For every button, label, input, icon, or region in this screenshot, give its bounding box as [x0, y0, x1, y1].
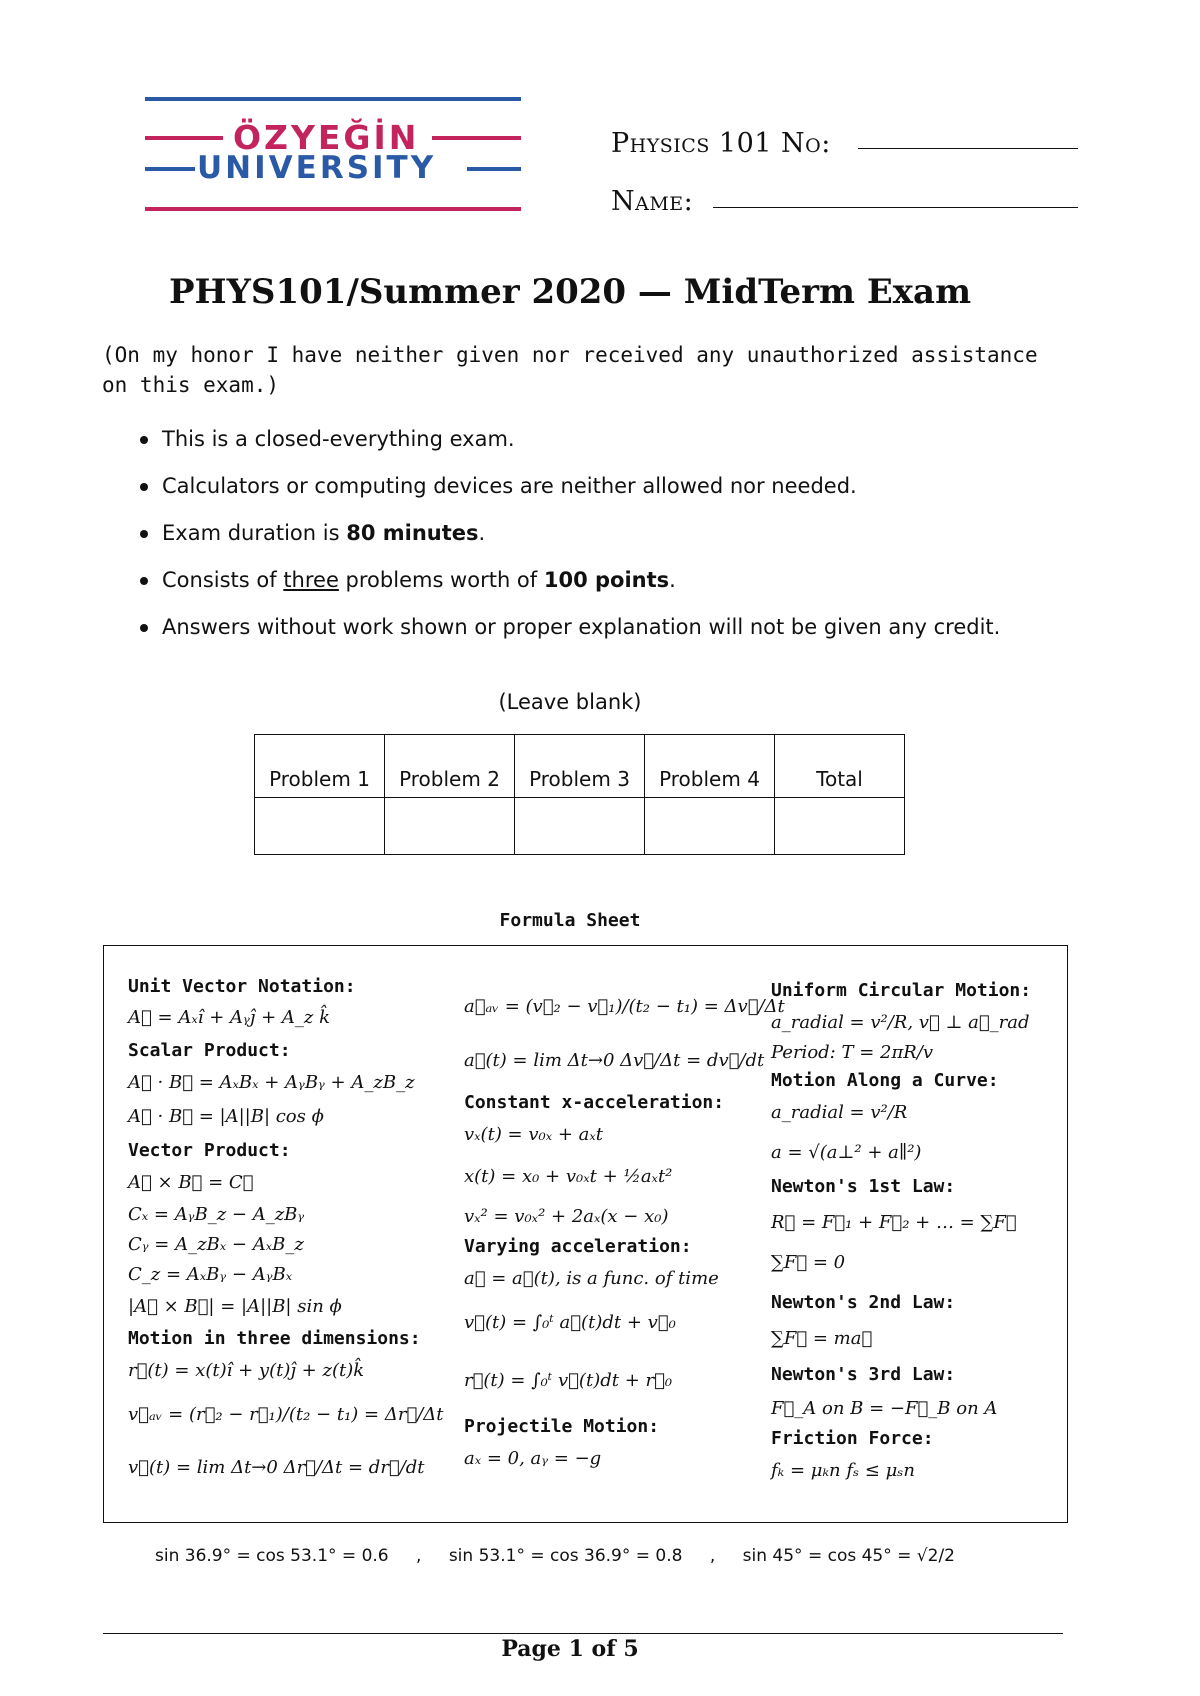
logo-magenta-right: [432, 136, 521, 140]
trig-eq: sin 36.9° = cos 53.1° = 0.6: [155, 1546, 389, 1566]
formula: Cᵧ = A_zBₓ − AₓB_z: [128, 1234, 304, 1255]
formula: v⃗ₐᵥ = (r⃗₂ − r⃗₁)/(t₂ − t₁) = Δr⃗/Δt: [128, 1404, 444, 1425]
score-header: Total: [775, 735, 905, 798]
points-value: 100 points: [543, 568, 670, 592]
rule-text: Answers without work shown or proper explanation will not be given any credit.: [162, 615, 1001, 639]
formula: ∑F⃗ = ma⃗: [771, 1328, 873, 1349]
formula: v⃗(t) = lim Δt→0 Δr⃗/Δt = dr⃗/dt: [128, 1457, 425, 1478]
rule-text: Consists of: [162, 568, 284, 592]
formula: a_radial = v²/R: [771, 1102, 908, 1123]
course-number-label: Physics 101 No:: [611, 128, 831, 159]
name-field: [611, 186, 693, 217]
university-logo: [145, 97, 525, 217]
rule-item: [136, 567, 1086, 614]
exam-rules-list: [136, 426, 1086, 661]
formula: r⃗(t) = x(t)î + y(t)ĵ + z(t)k̂: [128, 1360, 365, 1381]
formula: F⃗_A on B = −F⃗_B on A: [771, 1398, 998, 1419]
separator: ,: [709, 1546, 716, 1566]
rule-text: problems worth of: [338, 568, 544, 592]
rule-item: [136, 473, 1086, 520]
rule-item: [136, 426, 1086, 473]
formula-heading: Newton's 2nd Law:: [771, 1292, 956, 1313]
formula: R⃗ = F⃗₁ + F⃗₂ + … = ∑F⃗: [771, 1212, 1017, 1233]
formula: A⃗ × B⃗ = C⃗: [128, 1172, 254, 1193]
score-header: Problem 1: [255, 735, 385, 798]
rule-text: .: [669, 568, 676, 592]
formula: vₓ² = v₀ₓ² + 2aₓ(x − x₀): [464, 1206, 669, 1227]
exam-title: PHYS101/Summer 2020 — MidTerm Exam: [168, 272, 972, 312]
formula: Period: T = 2πR/v: [771, 1042, 934, 1063]
score-entry-row: [255, 798, 905, 855]
formula-heading: Newton's 1st Law:: [771, 1176, 956, 1197]
formula: a⃗(t) = lim Δt→0 Δv⃗/Δt = dv⃗/dt: [464, 1050, 765, 1071]
rule-text: This is a closed-everything exam.: [162, 427, 515, 451]
rule-text: Calculators or computing devices are neither allowed nor needed.: [162, 474, 857, 498]
rule-text: Exam duration is: [162, 521, 347, 545]
logo-magenta-left: [145, 136, 223, 140]
formula: Cₓ = AᵧB_z − A_zBᵧ: [128, 1204, 305, 1225]
honor-statement: (On my honor I have neither given nor received any unauthorized assistance on this exam.): [102, 343, 1038, 397]
logo-blue-left: [145, 167, 195, 171]
formula-heading: Vector Product:: [128, 1140, 291, 1161]
score-cell[interactable]: [515, 798, 645, 855]
duration-value: 80 minutes: [346, 521, 479, 545]
score-cell[interactable]: [775, 798, 905, 855]
formula-heading: Projectile Motion:: [464, 1416, 660, 1437]
formula: v⃗(t) = ∫₀ᵗ a⃗(t)dt + v⃗₀: [464, 1312, 676, 1333]
logo-bottom-rule: [145, 207, 521, 211]
score-header: Problem 3: [515, 735, 645, 798]
formula: a = √(a⊥² + a∥²): [771, 1142, 922, 1163]
formula-heading: Uniform Circular Motion:: [771, 980, 1032, 1001]
trig-values: [155, 1546, 955, 1566]
problem-count: three: [283, 568, 339, 592]
formula: aₓ = 0, aᵧ = −g: [464, 1448, 602, 1469]
formula: |A⃗ × B⃗| = |A||B| sin ϕ: [128, 1296, 342, 1317]
formula: A⃗ · B⃗ = |A||B| cos ϕ: [128, 1106, 324, 1127]
score-cell[interactable]: [385, 798, 515, 855]
formula-heading: Friction Force:: [771, 1428, 934, 1449]
leave-blank-note: (Leave blank): [498, 690, 642, 714]
footer-rule: [103, 1633, 1063, 1634]
formula-heading: Motion in three dimensions:: [128, 1328, 421, 1349]
formula: ∑F⃗ = 0: [771, 1252, 846, 1273]
logo-line1: ÖZYEĞİN: [233, 118, 420, 157]
trig-eq: sin 53.1° = cos 36.9° = 0.8: [448, 1546, 683, 1566]
name-label: Name:: [611, 186, 694, 217]
score-cell[interactable]: [645, 798, 775, 855]
formula-heading: Motion Along a Curve:: [771, 1070, 999, 1091]
course-number-field: [611, 128, 831, 159]
logo-top-rule: [145, 97, 521, 101]
formula: a⃗ = a⃗(t), is a func. of time: [464, 1268, 719, 1289]
formula-heading: Newton's 3rd Law:: [771, 1364, 956, 1385]
formula: vₓ(t) = v₀ₓ + aₓt: [464, 1124, 604, 1145]
formula: x(t) = x₀ + v₀ₓt + ½aₓt²: [464, 1166, 673, 1187]
formula-sheet-box: [103, 945, 1068, 1523]
score-table: [254, 734, 905, 855]
formula-heading: Unit Vector Notation:: [128, 976, 356, 997]
trig-eq: sin 45° = cos 45° = √2/2: [742, 1546, 955, 1566]
formula: r⃗(t) = ∫₀ᵗ v⃗(t)dt + r⃗₀: [464, 1370, 673, 1391]
separator: ,: [416, 1546, 422, 1566]
logo-line2: UNIVERSITY: [197, 150, 437, 186]
score-cell[interactable]: [255, 798, 385, 855]
formula-heading: Constant x-acceleration:: [464, 1092, 725, 1113]
formula: A⃗ = Aₓî + Aᵧĵ + A_z k̂: [128, 1007, 330, 1028]
logo-blue-right: [467, 167, 521, 171]
formula: a_radial = v²/R, v⃗ ⊥ a⃗_rad: [771, 1012, 1030, 1033]
score-header: Problem 4: [645, 735, 775, 798]
page-number: Page 1 of 5: [501, 1636, 639, 1662]
formula: A⃗ · B⃗ = AₓBₓ + AᵧBᵧ + A_zB_z: [128, 1072, 415, 1093]
rule-item: [136, 614, 1086, 661]
formula-heading: Varying acceleration:: [464, 1236, 692, 1257]
formula: C_z = AₓBᵧ − AᵧBₓ: [128, 1264, 293, 1285]
score-header-row: [255, 735, 905, 798]
name-blank[interactable]: [713, 207, 1078, 208]
formula-sheet-title: Formula Sheet: [499, 910, 641, 931]
formula-heading: Scalar Product:: [128, 1040, 291, 1061]
rule-text: .: [478, 521, 486, 545]
formula: a⃗ₐᵥ = (v⃗₂ − v⃗₁)/(t₂ − t₁) = Δv⃗/Δt: [464, 996, 785, 1017]
course-number-blank[interactable]: [858, 148, 1078, 149]
score-header: Problem 2: [385, 735, 515, 798]
formula: fₖ = μₖn fₛ ≤ μₛn: [771, 1460, 915, 1481]
rule-item: [136, 520, 1086, 567]
